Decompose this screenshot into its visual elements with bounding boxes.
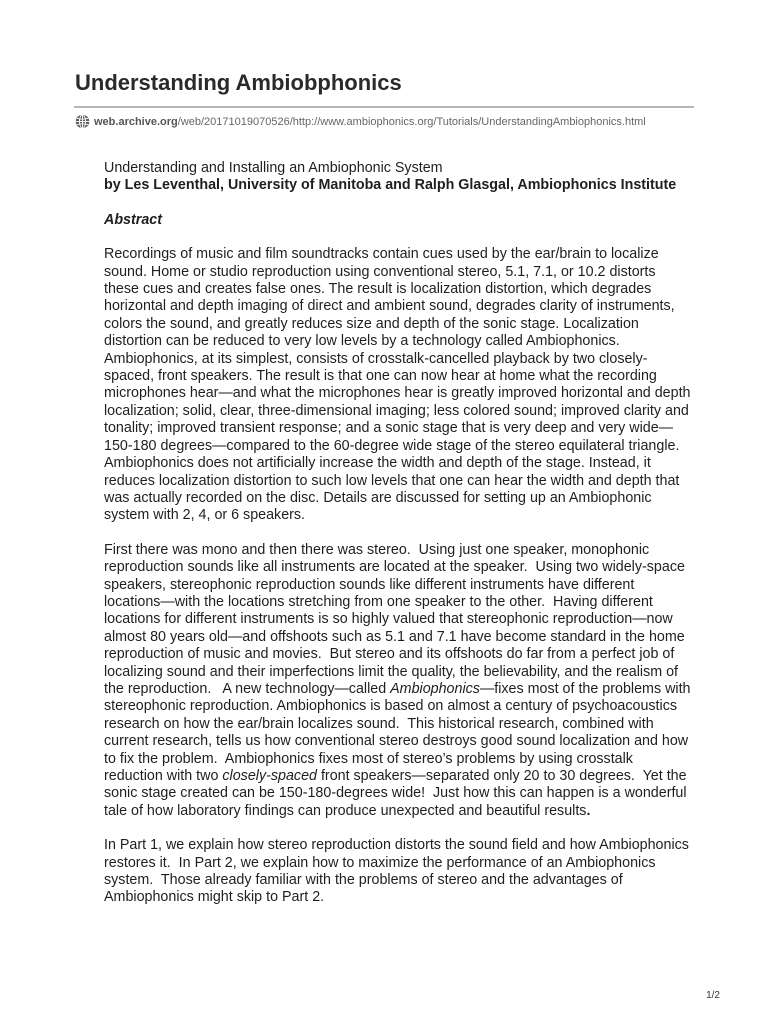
intro-end-mark: . — [586, 802, 591, 819]
abstract-heading: Abstract — [104, 211, 162, 228]
article-body — [104, 160, 694, 907]
source-domain: web.archive.org — [94, 115, 178, 128]
globe-icon — [75, 114, 90, 129]
source-url[interactable] — [75, 114, 646, 129]
source-path: /web/20171019070526/http://www.ambiophonics.org/Tutorials/UnderstandingAmbiophonics.html — [177, 115, 646, 128]
title-divider — [74, 106, 694, 108]
article-byline: by Les Leventhal, University of Manitoba and Ralph Glasgal, Ambiophonics Institute — [104, 177, 677, 194]
intro-text-2: —fixes most of the problems with stereophonic reproduction. Ambiophonics is based on almost a century of psychoacoustics research on how the ear/brain localizes sound. This historical research, combined with current research, tells us how conventional stereo destroys good sound localization and how to fix the problem. Ambiophonics fixes most of stereo’s problems by using crosstalk reduction with two — [104, 680, 691, 784]
intro-text-3: front speakers—separated only 20 to 30 degrees. Yet the sonic stage created can be 150-180-degrees wide! Just how this can happen is a wonderful tale of how laboratory findings can produce unexpected and beautiful results — [104, 768, 687, 819]
intro-text-1: First there was mono and then there was stereo. Using just one speaker, monophonic reproduction sounds like all instruments are located at the speaker. Using two widely-space speakers, stereophonic reproduction sounds like different instruments have different locations—with the locations stretching from one speaker to the other. Having different locations for different instruments is so highly valued that stereophonic reproduction—now almost 80 years old—and offshoots such as 5.1 and 7.1 have become standard in the home reproduction of music and movies. But stereo and its offshoots do far from a perfect job of localizing sound and their imperfections limit the quality, the believability, and the realism of the reproduction. A new technology—called — [104, 541, 685, 697]
outline-paragraph: In Part 1, we explain how stereo reproduction distorts the sound field and how Ambiophonics restores it. In Part 2, we explain how to maximize the performance of an Ambiophonics system. Those already familiar with the problems of stereo and the advantages of Ambiophonics might skip to Part 2. — [104, 837, 689, 906]
intro-emphasis-ambiophonics: Ambiophonics — [390, 680, 480, 697]
page-title: Understanding Ambiobphonics — [75, 70, 402, 95]
intro-emphasis-closely-spaced: closely-spaced — [222, 768, 317, 784]
page-number: 1/2 — [706, 990, 720, 1001]
article-subtitle: Understanding and Installing an Ambiophonic System — [104, 160, 443, 176]
abstract-paragraph: Recordings of music and film soundtracks contain cues used by the ear/brain to localize sound. Home or studio reproduction using conventional stereo, 5.1, 7.1, or 10.2 distorts these cues and creates false ones. The result is localization distortion, which degrades horizontal and depth imaging of direct and ambient sound, degrades clarity of instruments, colors the sound, and greatly reduces size and depth of the sonic stage. Localization distortion can be reduced to very low levels by a technology called Ambiophonics. Ambiophonics, at its simplest, consists of crosstalk-cancelled playback by two closely-spaced, front speakers. The result is that one can now hear at home what the recording microphones hear—and what the microphones hear is greatly improved horizontal and depth localization; solid, clear, three-dimensional imaging; less colored sound; improved clarity and tonality; improved transient response; and a sonic stage that is very deep and very wide—150-180 degrees—compared to the 60-degree wide stage of the stereo equilateral triangle. Ambiophonics does not artificially increase the width and depth of the stage. Instead, it reduces localization distortion to such low levels that one can hear the width and depth that was actually recorded on the disc. Details are discussed for setting up an Ambiophonic system with 2, 4, or 6 speakers. — [104, 246, 691, 524]
intro-paragraph — [104, 542, 694, 821]
